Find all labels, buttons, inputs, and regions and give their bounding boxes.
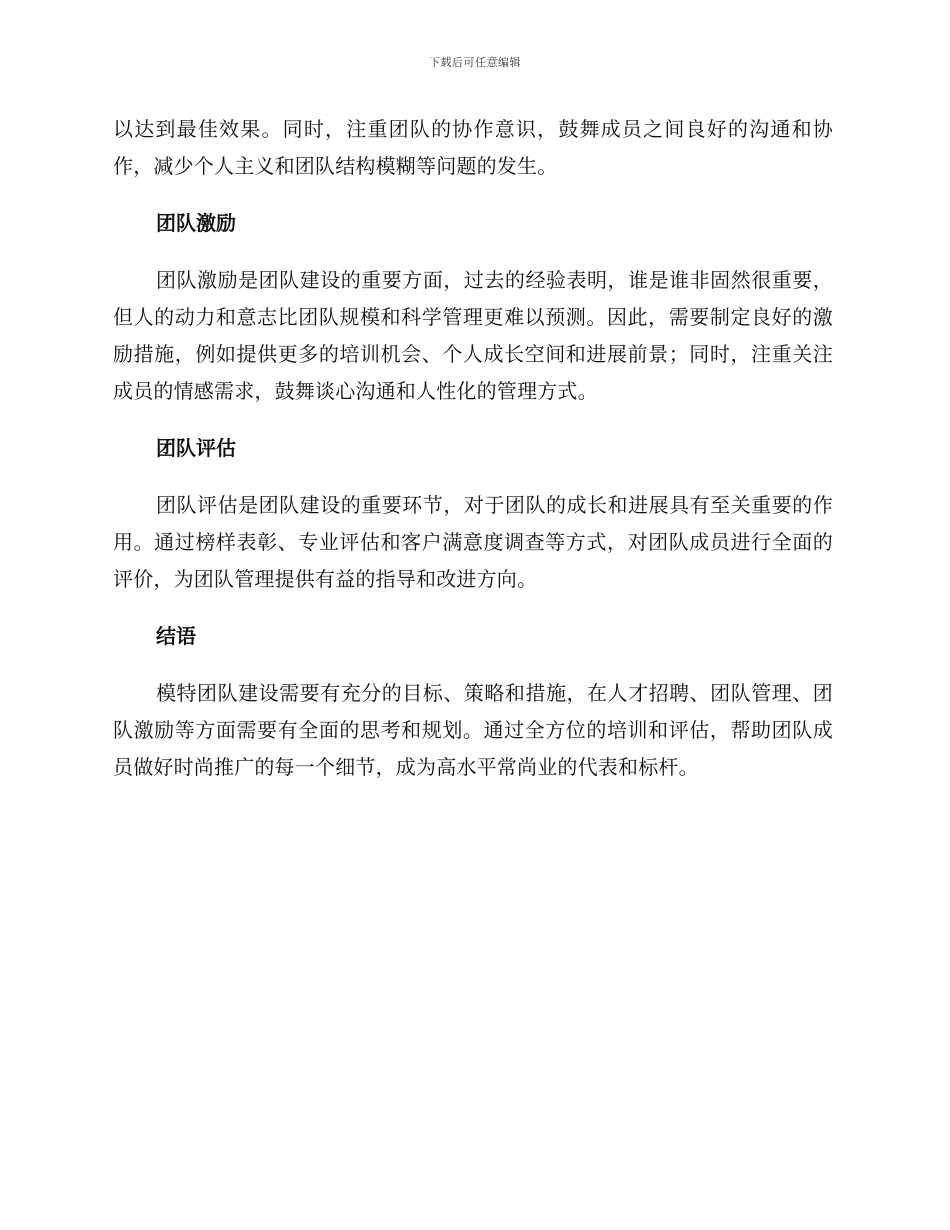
heading-team-motivation: 团队激励 [156,211,236,235]
paragraph-team-motivation: 团队激励是团队建设的重要方面，过去的经验表明，谁是谁非固然很重要，但人的动力和意志比团队规模和科学管理更难以预测。因此，需要制定良好的激励措施，例如提供更多的培训机会、个人成长空间和进展前景；同时，注重关注成员的情感需求，鼓舞谈心沟通和人性化的管理方式。 [113,268,833,403]
page-header-note: 下载后可任意编辑 [429,56,521,69]
paragraph-collaboration: 以达到最佳效果。同时，注重团队的协作意识，鼓舞成员之间良好的沟通和协作，减少个人主义和团队结构模糊等问题的发生。 [113,117,833,178]
document-body [113,111,833,806]
heading-conclusion: 结语 [156,624,196,648]
paragraph-conclusion: 模特团队建设需要有充分的目标、策略和措施，在人才招聘、团队管理、团队激励等方面需要有全面的思考和规划。通过全方位的培训和评估，帮助团队成员做好时尚推广的每一个细节，成为高水平常尚业的代表和标杆。 [113,681,833,779]
paragraph-team-evaluation: 团队评估是团队建设的重要环节，对于团队的成长和进展具有至关重要的作用。通过榜样表彰、专业评估和客户满意度调查等方式，对团队成员进行全面的评价，为团队管理提供有益的指导和改进方向。 [113,493,833,591]
heading-team-evaluation: 团队评估 [156,436,236,460]
